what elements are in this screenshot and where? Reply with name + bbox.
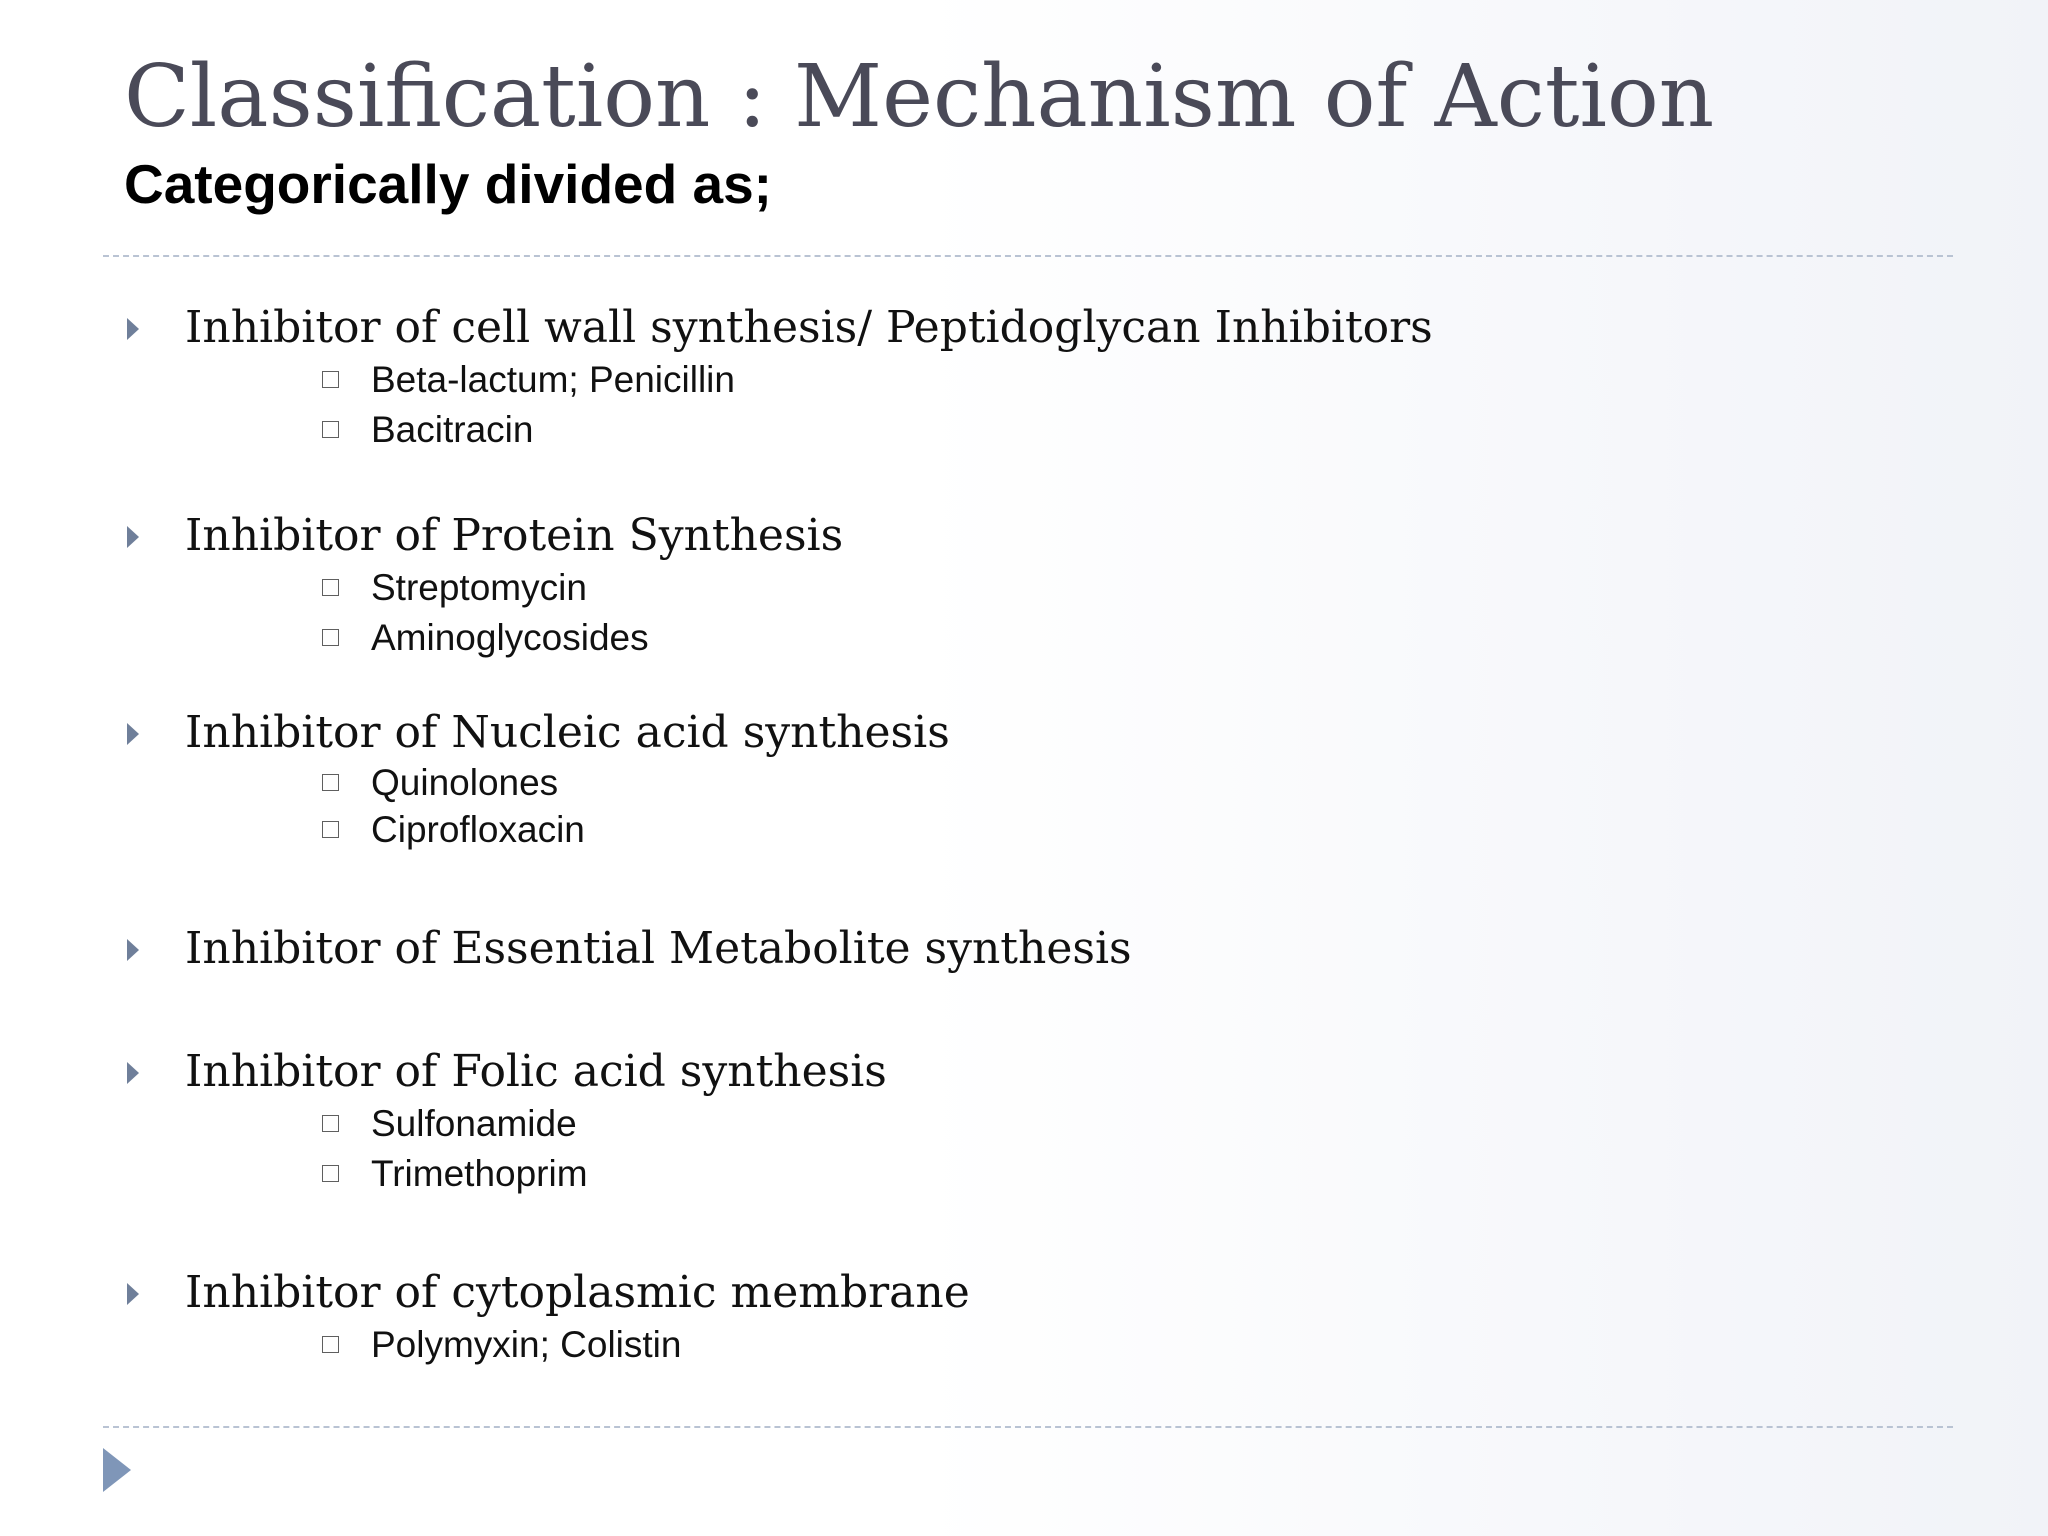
list-item	[0, 1100, 2048, 1148]
list-item	[0, 1321, 2048, 1369]
section-heading: Inhibitor of cytoplasmic membrane	[185, 1267, 970, 1318]
list-item-label: Aminoglycosides	[371, 617, 649, 658]
triangle-right-icon	[127, 939, 139, 961]
section-heading: Inhibitor of Protein Synthesis	[185, 510, 844, 561]
list-item-label: Bacitracin	[371, 409, 534, 450]
section-heading-row	[0, 705, 2048, 761]
list-item	[0, 614, 2048, 662]
list-item-label: Polymyxin; Colistin	[371, 1324, 682, 1365]
list-item	[0, 406, 2048, 454]
triangle-right-icon	[127, 1283, 139, 1305]
list-item	[0, 356, 2048, 404]
square-outline-icon	[322, 421, 339, 438]
square-outline-icon	[322, 821, 339, 838]
section-heading-row	[0, 1044, 2048, 1100]
list-item-label: Ciprofloxacin	[371, 809, 585, 850]
list-item-label: Trimethoprim	[371, 1153, 588, 1194]
square-outline-icon	[322, 1115, 339, 1132]
square-outline-icon	[322, 579, 339, 596]
top-divider	[103, 255, 1953, 257]
list-item-label: Sulfonamide	[371, 1103, 577, 1144]
play-triangle-icon	[103, 1448, 131, 1492]
section-heading-row	[0, 921, 2048, 977]
list-item	[0, 759, 2048, 807]
section-heading: Inhibitor of Nucleic acid synthesis	[185, 707, 950, 758]
list-item	[0, 806, 2048, 854]
list-item-label: Quinolones	[371, 762, 559, 803]
slide-title: Classification : Mechanism of Action	[124, 47, 1715, 147]
section-heading-row	[0, 300, 2048, 356]
section-heading: Inhibitor of Folic acid synthesis	[185, 1046, 887, 1097]
list-item-label: Streptomycin	[371, 567, 587, 608]
square-outline-icon	[322, 1336, 339, 1353]
bottom-divider	[103, 1426, 1953, 1428]
list-item	[0, 1150, 2048, 1198]
section-heading-row	[0, 508, 2048, 564]
slide-subtitle: Categorically divided as;	[124, 153, 772, 215]
square-outline-icon	[322, 1165, 339, 1182]
section-heading: Inhibitor of Essential Metabolite synthesis	[185, 923, 1132, 974]
section-heading: Inhibitor of cell wall synthesis/ Peptidoglycan Inhibitors	[185, 302, 1433, 353]
triangle-right-icon	[127, 526, 139, 548]
square-outline-icon	[322, 371, 339, 388]
triangle-right-icon	[127, 318, 139, 340]
section-heading-row	[0, 1265, 2048, 1321]
triangle-right-icon	[127, 723, 139, 745]
square-outline-icon	[322, 774, 339, 791]
list-item	[0, 564, 2048, 612]
list-item-label: Beta-lactum; Penicillin	[371, 359, 735, 400]
triangle-right-icon	[127, 1062, 139, 1084]
square-outline-icon	[322, 629, 339, 646]
